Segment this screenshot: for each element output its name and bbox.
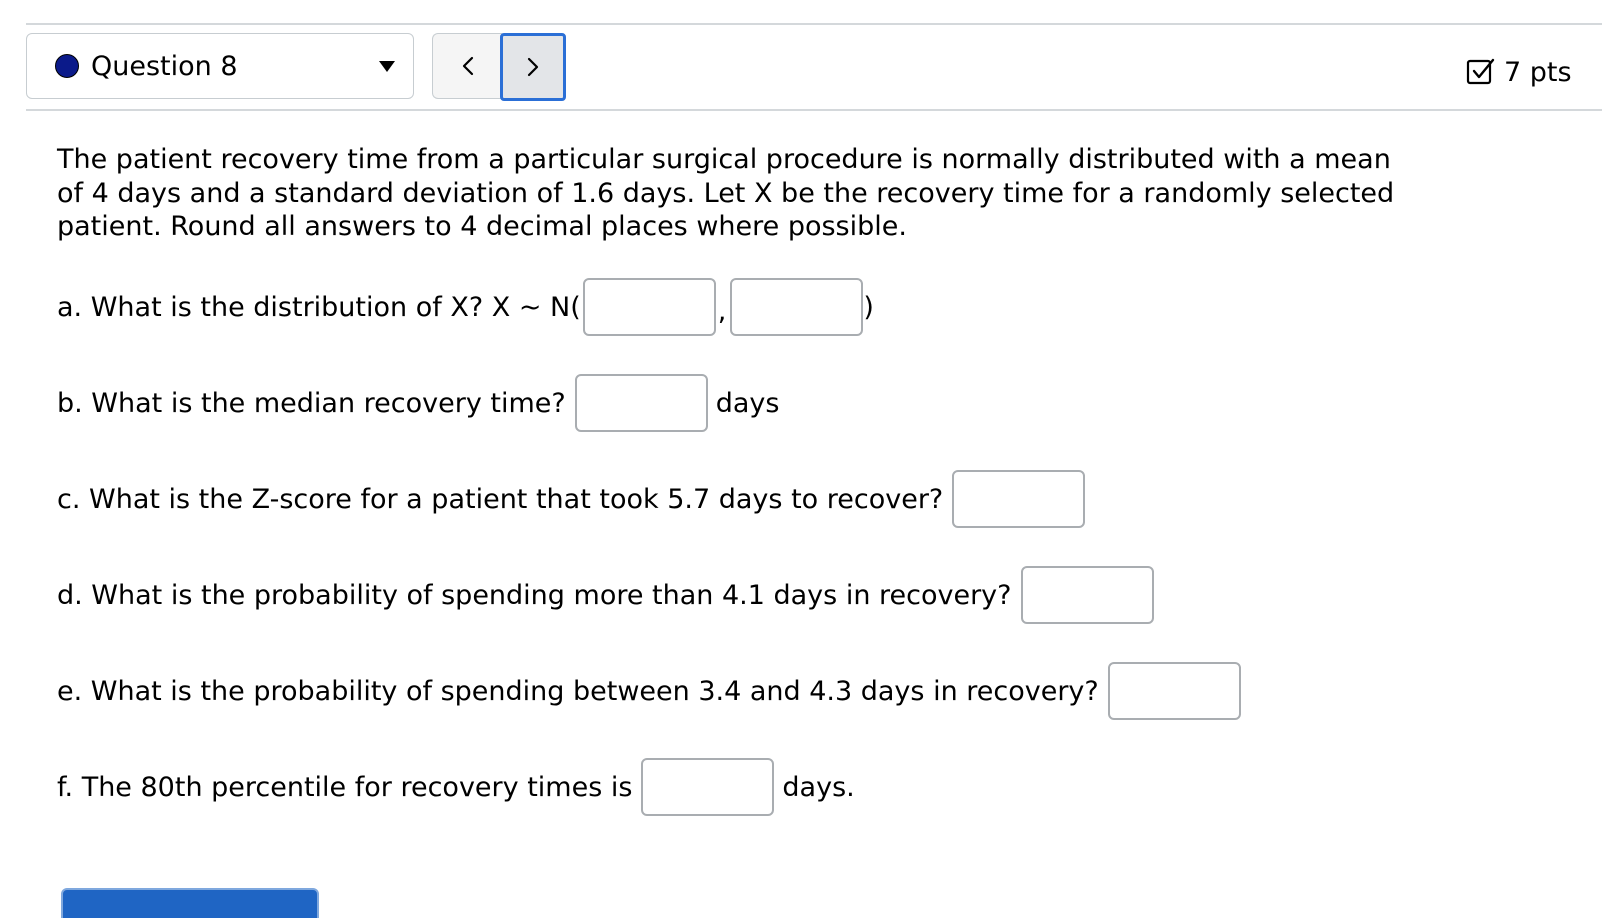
checkbox-check-icon	[1466, 57, 1496, 87]
part-b-units: days	[715, 387, 780, 419]
part-c-text: c. What is the Z-score for a patient that took 5.7 days to recover?	[57, 483, 944, 515]
part-a-mean-input[interactable]	[583, 278, 716, 336]
part-c-zscore-input[interactable]	[952, 470, 1085, 528]
part-f-text: f. The 80th percentile for recovery times is	[57, 771, 633, 803]
part-c-row	[57, 470, 1085, 528]
chevron-left-icon	[460, 55, 476, 77]
chevron-right-icon	[525, 56, 541, 78]
part-a-separator: ,	[717, 295, 727, 327]
points-indicator	[1466, 54, 1572, 90]
part-a-close-paren: )	[863, 291, 874, 323]
submit-button[interactable]	[61, 888, 319, 918]
part-e-probability-input[interactable]	[1108, 662, 1241, 720]
caret-down-icon	[379, 61, 395, 72]
question-prompt: The patient recovery time from a particular surgical procedure is normally distributed with a mean of 4 days and a standard deviation of 1.6 days. Let X be the recovery time for a randomly selected patient. Round all answers to 4 decimal places where possible.	[57, 144, 1395, 242]
part-f-units: days.	[782, 771, 855, 803]
part-b-text: b. What is the median recovery time?	[57, 387, 566, 419]
question-selector-dropdown[interactable]	[26, 33, 414, 99]
part-d-probability-input[interactable]	[1021, 566, 1154, 624]
part-a-sd-input[interactable]	[730, 278, 863, 336]
top-divider	[26, 23, 1602, 25]
next-question-button[interactable]	[500, 33, 566, 101]
part-d-text: d. What is the probability of spending more than 4.1 days in recovery?	[57, 579, 1012, 611]
points-label: 7 pts	[1504, 56, 1572, 88]
question-status-dot-icon	[55, 54, 79, 78]
header-divider	[26, 109, 1602, 111]
part-b-median-input[interactable]	[575, 374, 708, 432]
part-b-row	[57, 374, 779, 432]
question-selector-label: Question 8	[91, 50, 238, 82]
part-a-text: a. What is the distribution of X? X ~ N(	[57, 291, 581, 323]
part-a-row	[57, 278, 874, 336]
part-f-percentile-input[interactable]	[641, 758, 774, 816]
part-e-text: e. What is the probability of spending between 3.4 and 4.3 days in recovery?	[57, 675, 1099, 707]
previous-question-button[interactable]	[432, 33, 502, 99]
part-f-row	[57, 758, 855, 816]
part-d-row	[57, 566, 1154, 624]
part-e-row	[57, 662, 1241, 720]
